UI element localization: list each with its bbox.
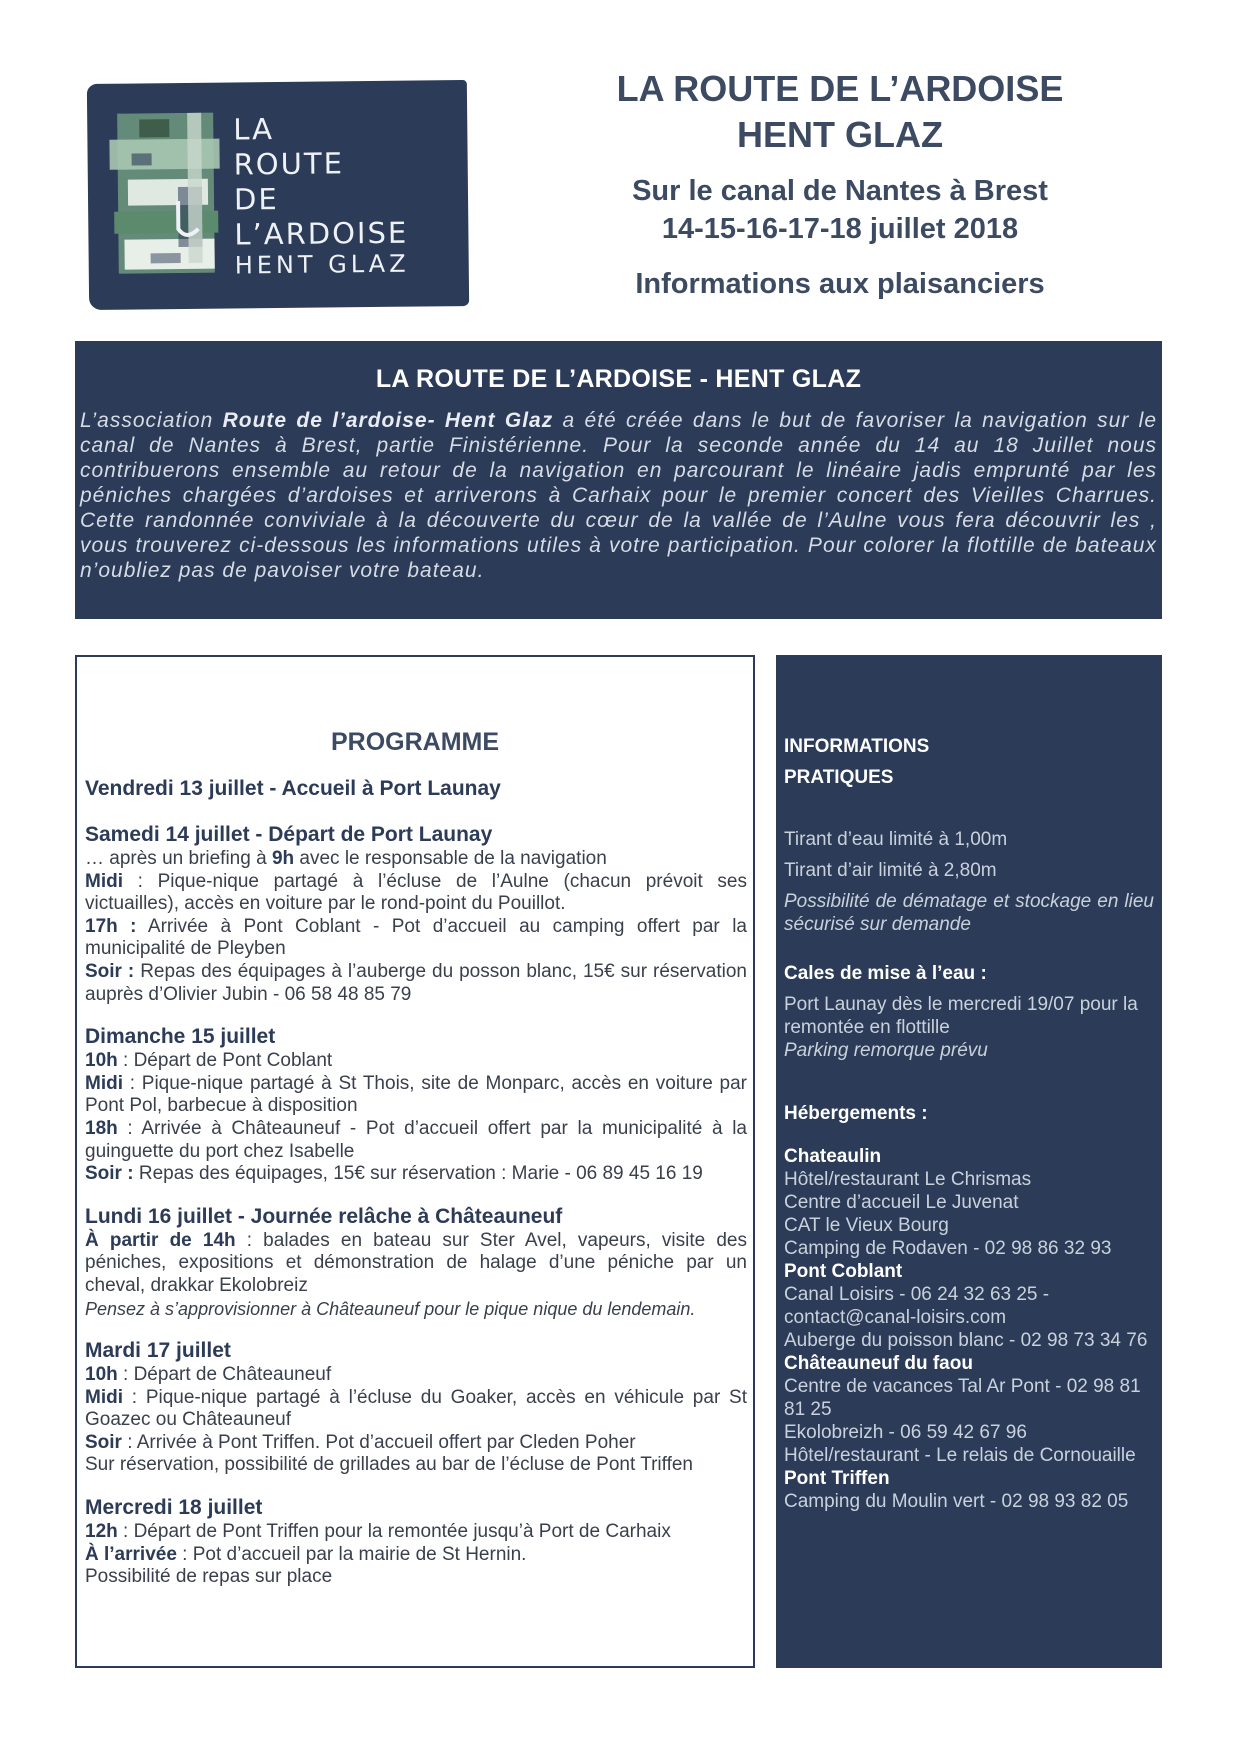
info-box bbox=[776, 655, 1162, 1668]
day-tuesday bbox=[85, 1338, 747, 1477]
cales-text: Port Launay dès le mercredi 19/07 pour la remontée en flottille bbox=[784, 994, 1138, 1038]
intro-text-rest: a été créée dans le but de favoriser la navigation sur le canal de Nantes à Brest, partie Finistérienne. Pour la seconde année du 14 au 18 Juillet nous contribuerons ensemble au retour de la navigation en parcourant le linéaire jadis emprunté par les péniches chargées d’ardoises et arriverons à Carhaix pour le premier concert des Vieilles Charrues. Cette randonnée conviviale à la découverte du cœur de la vallée de l’Aulne vous fera découvrir les , vous trouverez ci-dessous les informations utiles à votre participation. Pour colorer la flottille de bateaux n’oubliez pas de pavoiser votre bateau. bbox=[80, 409, 1158, 582]
schedule-line: Sur réservation, possibilité de grillades au bar de l’écluse de Pont Triffen bbox=[85, 1454, 693, 1476]
info-body bbox=[784, 731, 1154, 1513]
lodging-item: Canal Loisirs - 06 24 32 63 25 - contact@canal-loisirs.com bbox=[784, 1284, 1050, 1328]
schedule-line: … après un briefing à 9h avec le responsable de la navigation bbox=[85, 848, 607, 869]
logo bbox=[87, 80, 469, 310]
lodging-item: Centre d’accueil Le Juvenat bbox=[784, 1192, 1019, 1213]
lodging-item: Centre de vacances Tal Ar Pont - 02 98 81 81 25 bbox=[784, 1376, 1141, 1420]
schedule-line: Midi : Pique-nique partagé à l’écluse du Goaker, accès en véhicule par St Goazec ou Châteauneuf bbox=[85, 1386, 747, 1431]
intro-box bbox=[75, 341, 1162, 619]
lodging-item: CAT le Vieux Bourg bbox=[784, 1215, 949, 1236]
schedule-line: Midi : Pique-nique partagé à St Thois, site de Monparc, accès en voiture par Pont Pol, barbecue à disposition bbox=[85, 1072, 747, 1117]
schedule-line: 12h : Départ de Pont Triffen pour la remontée jusqu’à Port de Carhaix bbox=[85, 1521, 671, 1543]
town-chateaulin: Chateaulin bbox=[784, 1146, 882, 1167]
schedule-line: Soir : Arrivée à Pont Triffen. Pot d’accueil offert par Cleden Poher bbox=[85, 1431, 636, 1453]
day-heading: Mercredi 18 juillet bbox=[85, 1496, 263, 1520]
logo-wordmark bbox=[233, 111, 408, 253]
schedule-line: À l’arrivée : Pot d’accueil par la mairie de St Hernin. bbox=[85, 1543, 527, 1565]
lodging-item: Camping de Rodaven - 02 98 86 32 93 bbox=[784, 1238, 1112, 1259]
logo-line-2: ROUTE bbox=[233, 146, 345, 182]
logo-line-4: L’ARDOISE bbox=[234, 215, 409, 252]
schedule-line: 18h : Arrivée à Châteauneuf - Pot d’accueil offert par la municipalité à la guinguette du port chez Isabelle bbox=[85, 1117, 747, 1162]
day-wednesday bbox=[85, 1495, 747, 1589]
logo-line-3: DE bbox=[233, 181, 279, 217]
page-title-line-1: LA ROUTE DE L’ARDOISE bbox=[616, 68, 1064, 109]
lodging-item: Camping du Moulin vert - 02 98 93 82 05 bbox=[784, 1491, 1129, 1512]
schedule-line: 10h : Départ de Pont Coblant bbox=[85, 1050, 333, 1072]
intro-association-name: Route de l’ardoise- Hent Glaz bbox=[222, 409, 554, 432]
schedule-line: Possibilité de repas sur place bbox=[85, 1566, 333, 1588]
schedule-line: Soir : Repas des équipages à l’auberge du posson blanc, 15€ sur réservation auprès d’Olivier Jubin - 06 58 48 85 79 bbox=[85, 960, 747, 1005]
info-title-line-2: PRATIQUES bbox=[784, 767, 894, 788]
subtitle-dates: 14-15-16-17-18 juillet 2018 bbox=[661, 213, 1019, 245]
intro-text-start: L’association bbox=[80, 409, 223, 432]
town-pont-triffen: Pont Triffen bbox=[784, 1468, 890, 1489]
day-heading: Lundi 16 juillet - Journée relâche à Châteauneuf bbox=[85, 1204, 563, 1228]
info-heading: Informations aux plaisanciers bbox=[635, 268, 1045, 300]
programme-body bbox=[85, 776, 747, 1607]
cales-heading: Cales de mise à l’eau : bbox=[784, 963, 987, 984]
tirant-air: Tirant d’air limité à 2,80m bbox=[784, 860, 997, 881]
day-heading: Mardi 17 juillet bbox=[85, 1339, 231, 1363]
day-monday bbox=[85, 1204, 747, 1320]
dematage-note: Possibilité de dématage et stockage en lieu sécurisé sur demande bbox=[784, 891, 1154, 935]
schedule-line: Midi : Pique-nique partagé à l’écluse de l’Aulne (chacun prévoit ses victuailles), accès en voiture par le rond-point du Pouillot. bbox=[85, 870, 747, 915]
logo-subtitle: HENT GLAZ bbox=[234, 249, 410, 280]
day-saturday bbox=[85, 822, 747, 1006]
schedule-note: Pensez à s’approvisionner à Châteauneuf pour le pique nique du lendemain. bbox=[85, 1298, 696, 1319]
day-friday bbox=[85, 776, 747, 802]
intro-title: LA ROUTE DE L’ARDOISE - HENT GLAZ bbox=[375, 365, 862, 393]
intro-text bbox=[80, 408, 1157, 583]
day-heading: Vendredi 13 juillet - Accueil à Port Launay bbox=[85, 777, 501, 800]
schedule-line: 10h : Départ de Châteauneuf bbox=[85, 1364, 332, 1386]
programme-title: PROGRAMME bbox=[330, 728, 500, 756]
lodging-item: Hôtel/restaurant - Le relais de Cornouaille bbox=[784, 1445, 1136, 1466]
day-heading: Dimanche 15 juillet bbox=[85, 1025, 276, 1049]
town-pont-coblant: Pont Coblant bbox=[784, 1261, 903, 1282]
programme-box bbox=[75, 655, 755, 1668]
logo-line-1: LA bbox=[233, 112, 275, 147]
lodging-item: Hôtel/restaurant Le Chrismas bbox=[784, 1169, 1032, 1190]
day-sunday bbox=[85, 1024, 747, 1186]
hebergements-heading: Hébergements : bbox=[784, 1103, 928, 1124]
page-title-line-2: HENT GLAZ bbox=[737, 114, 943, 155]
day-heading: Samedi 14 juillet - Départ de Port Launay bbox=[85, 823, 493, 846]
subtitle-line-1: Sur le canal de Nantes à Brest bbox=[632, 175, 1048, 207]
cales-parking: Parking remorque prévu bbox=[784, 1040, 988, 1061]
town-chateauneuf: Châteauneuf du faou bbox=[784, 1353, 973, 1374]
lodging-item: Ekolobreizh - 06 59 42 67 96 bbox=[784, 1422, 1027, 1443]
info-title-line-1: INFORMATIONS bbox=[784, 736, 930, 757]
tirant-eau: Tirant d’eau limité à 1,00m bbox=[784, 829, 1008, 850]
schedule-line: 17h : Arrivée à Pont Coblant - Pot d’accueil au camping offert par la municipalité de Pleyben bbox=[85, 915, 747, 960]
lodging-item: Auberge du poisson blanc - 02 98 73 34 76 bbox=[784, 1330, 1148, 1351]
page-header bbox=[560, 66, 1120, 301]
schedule-line: Soir : Repas des équipages, 15€ sur réservation : Marie - 06 89 45 16 19 bbox=[85, 1163, 703, 1185]
schedule-line: À partir de 14h : balades en bateau sur Ster Avel, vapeurs, visite des péniches, expositions et démonstration de halage d’une péniche par un cheval, drakkar Ekolobreiz bbox=[85, 1229, 747, 1296]
